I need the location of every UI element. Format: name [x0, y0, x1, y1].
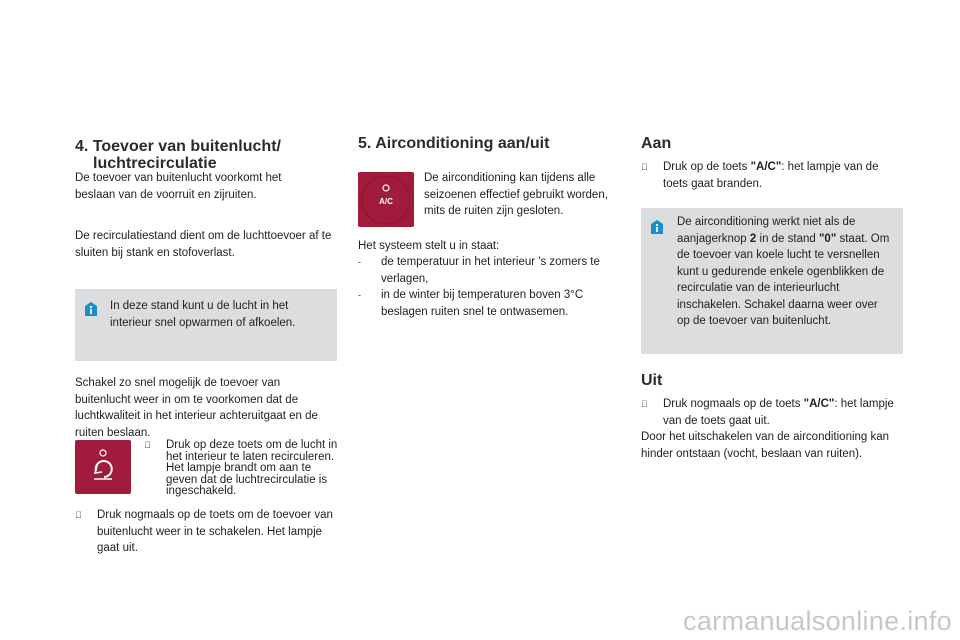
bullet-ac-off: Druk nogmaals op de toets "A/C": het lampje van de toets gaat uit. [641, 396, 903, 429]
bullet-marker-icon [144, 440, 166, 498]
system-lead: Het systeem stelt u in staat: [358, 240, 500, 252]
recirculation-icon [75, 440, 131, 494]
recirculation-paragraph: De recirculatiestand dient om de luchttoevoer af te sluiten bij stank en stofoverlast. [75, 230, 332, 259]
info-box-recirculation [75, 289, 337, 361]
bullet-ac-on: Druk op de toets "A/C": het lampje van de toets gaat branden. [641, 159, 903, 192]
dash-item-defog: - in de winter bij temperaturen boven 3°C beslagen ruiten snel te ontwasemen. [358, 289, 584, 318]
ac-button-image [358, 172, 414, 227]
on-title: Aan [641, 135, 672, 152]
bullet-marker-icon [641, 159, 663, 192]
recirculation-button-image [75, 440, 131, 494]
info-text: De airconditioning werkt niet als de aanjagerknop 2 in de stand "0" staat. Om de toevoer van koele lucht te versnellen kunt u gedurende enkele ogenblikken de recirculatie van de interieurlucht inschakelen. Schakel daarna weer over op de toevoer van buitenlucht. [677, 216, 890, 327]
section-4-title: 4. Toevoer van buitenlucht/ luchtrecirculatie [75, 138, 281, 172]
outside-air-advice: Schakel zo snel mogelijk de toevoer van buitenlucht weer in om te voorkomen dat de luchtkwaliteit in het interieur achteruitgaat en de ruiten beslaan. [75, 377, 318, 439]
off-consequence: Door het uitschakelen van de airconditioning kan hinder ontstaan (vocht, beslaan van ruiten). [641, 431, 890, 460]
bullet-marker-icon [641, 396, 663, 429]
bullet-press-recirculation: Druk op deze toets om de lucht in het interieur te laten recirculeren. Het lampje brandt om aan te geven dat de luchtrecirculatie is ingeschakeld. [144, 440, 339, 498]
ac-button-label: A/C [379, 197, 393, 206]
ac-intro: De airconditioning kan tijdens alle seizoenen effectief gebruikt worden, mits de ruiten zijn gesloten. [424, 172, 608, 217]
fresh-air-paragraph: De toevoer van buitenlucht voorkomt het beslaan van de voorruit en zijruiten. [75, 172, 282, 201]
info-icon [651, 220, 663, 234]
info-text: In deze stand kunt u de lucht in het interieur snel opwarmen of afkoelen. [110, 300, 296, 329]
watermark: carmanualsonline.info [683, 606, 952, 636]
bullet-press-again: Druk nogmaals op de toets om de toevoer van buitenlucht weer in te schakelen. Het lampje gaat uit. [75, 507, 337, 557]
info-box-ac [641, 208, 903, 354]
dash-item-cool: - de temperatuur in het interieur 's zomers te verlagen, [358, 256, 600, 285]
info-icon [85, 302, 97, 316]
section-5-title: 5. Airconditioning aan/uit [358, 135, 550, 152]
bullet-marker-icon [75, 507, 97, 557]
off-title: Uit [641, 372, 663, 389]
